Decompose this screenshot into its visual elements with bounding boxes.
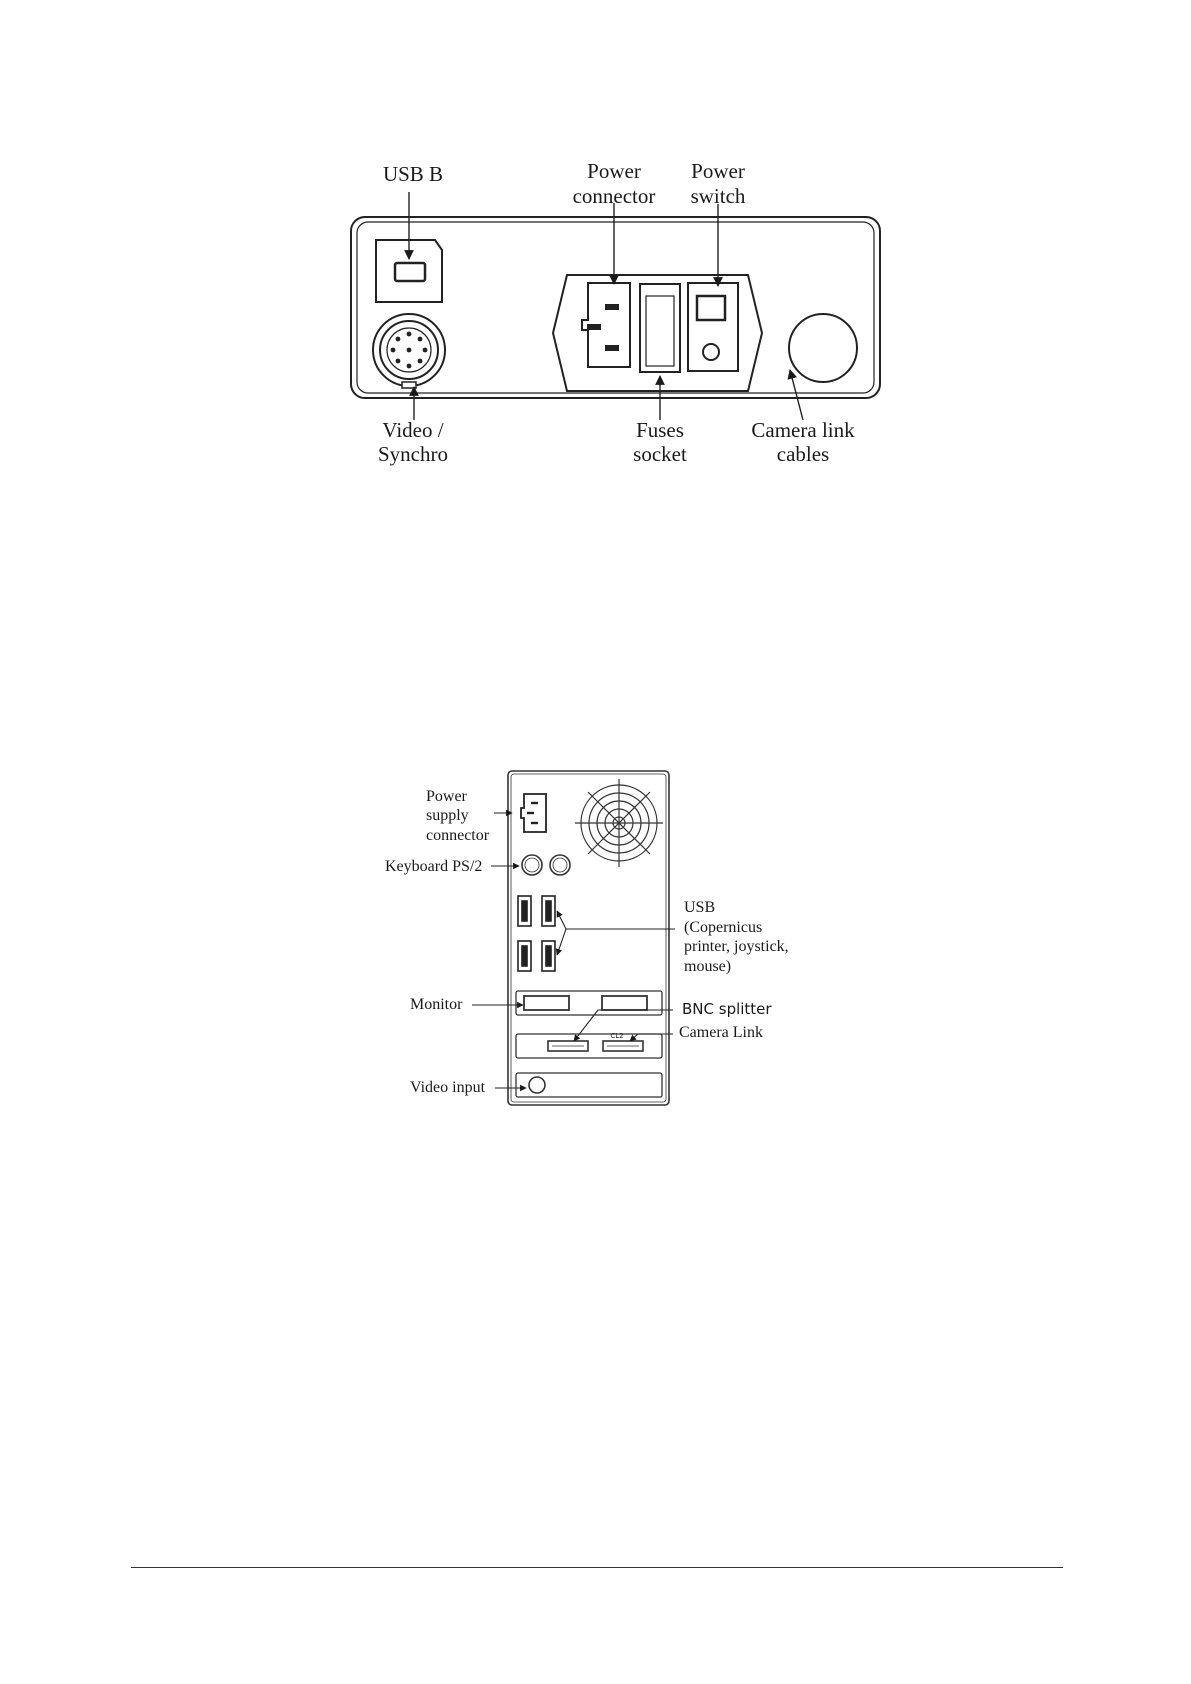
label-fuses-socket-line2: socket	[633, 442, 687, 466]
label-power-supply-line3: connector	[426, 827, 490, 844]
monitor-card-slot	[516, 991, 662, 1015]
label-usb-line4: mouse)	[684, 958, 732, 975]
label-camera-link: Camera Link	[679, 1024, 763, 1041]
label-usb-line1: USB	[684, 899, 716, 916]
power-connector-icon	[582, 283, 630, 367]
label-bnc-splitter: BNC splitter	[682, 1000, 772, 1018]
label-monitor: Monitor	[410, 996, 463, 1013]
psu-connector-icon	[521, 794, 546, 832]
label-keyboard-ps2: Keyboard PS/2	[385, 858, 483, 875]
figure2-leader-lines	[472, 813, 675, 1088]
label-usb-line2: (Copernicus	[684, 919, 763, 936]
label-power-connector-line1: Power	[587, 159, 641, 183]
camera-link-card-slot	[516, 1034, 662, 1058]
label-camera-link-cables-line2: cables	[776, 442, 830, 466]
label-power-supply-line2: supply	[426, 807, 469, 824]
figure2-labels	[385, 788, 789, 1096]
video-input-slot	[516, 1073, 662, 1097]
footer-rule	[131, 1567, 1063, 1568]
label-video-synchro-line1: Video /	[382, 418, 444, 442]
label-power-supply-line1: Power	[426, 788, 467, 805]
pc-case-outline	[508, 771, 669, 1105]
label-video-input: Video input	[410, 1079, 486, 1096]
ps2-ports-icon	[522, 855, 570, 875]
power-module-housing	[553, 275, 762, 391]
power-switch-icon	[688, 283, 738, 371]
label-camera-link-cables-line1: Camera link	[751, 418, 855, 442]
label-usb-b: USB B	[382, 162, 444, 186]
label-power-connector-line2: connector	[572, 184, 656, 208]
label-power-switch-line2: switch	[690, 184, 746, 208]
figure1-labels	[378, 159, 855, 466]
usb-ports-icon	[518, 896, 555, 971]
cl2-marking: CL2	[610, 1032, 624, 1040]
fan-grille-icon	[575, 779, 663, 867]
label-usb-line3: printer, joystick,	[684, 938, 789, 955]
fuses-socket-icon	[640, 284, 680, 372]
video-synchro-connector-icon	[373, 314, 445, 388]
label-video-synchro-line2: Synchro	[378, 442, 448, 466]
camera-link-cables-port-icon	[789, 314, 857, 382]
label-power-switch-line1: Power	[691, 159, 745, 183]
device-back-panel-diagram	[0, 0, 1191, 560]
label-fuses-socket-line1: Fuses	[636, 418, 684, 442]
